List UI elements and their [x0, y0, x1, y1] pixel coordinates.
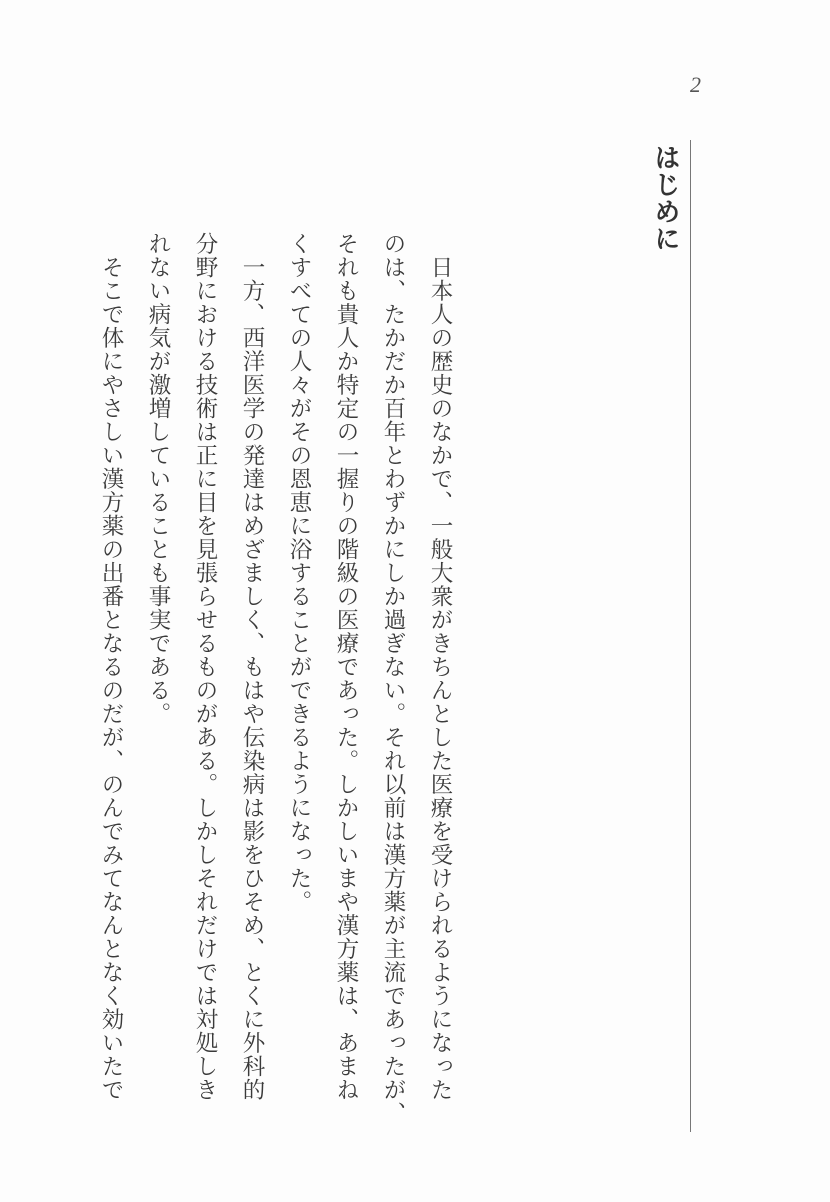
text-column: そこで体にやさしい漢方薬の出番となるのだが、のんでみてなんとなく効いたで [98, 232, 124, 1102]
text-column: 分野における技術は正に目を見張らせるものがある。しかしそれだけでは対処しき [192, 232, 218, 1102]
text-column: れない病気が激増していることも事実である。 [145, 232, 171, 726]
page-number: 2 [690, 72, 701, 97]
text-column: のは、たかだか百年とわずかにしか過ぎない。それ以前は漢方薬が主流であったが、 [380, 232, 406, 1125]
text-column: それも貴人か特定の一握りの階級の医療であった。しかしいまや漢方薬は、あまね [333, 232, 359, 1102]
section-title: はじめに [650, 144, 680, 252]
title-divider-line [690, 140, 691, 1132]
text-column: 日本人の歴史のなかで、一般大衆がきちんとした医療を受けられるようになった [427, 232, 453, 1102]
text-column: 一方、西洋医学の発達はめざましく、もはや伝染病は影をひそめ、とくに外科的 [239, 232, 265, 1102]
text-column: くすべての人々がその恩恵に浴することができるようになった。 [286, 232, 312, 914]
body-text [87, 232, 463, 1125]
